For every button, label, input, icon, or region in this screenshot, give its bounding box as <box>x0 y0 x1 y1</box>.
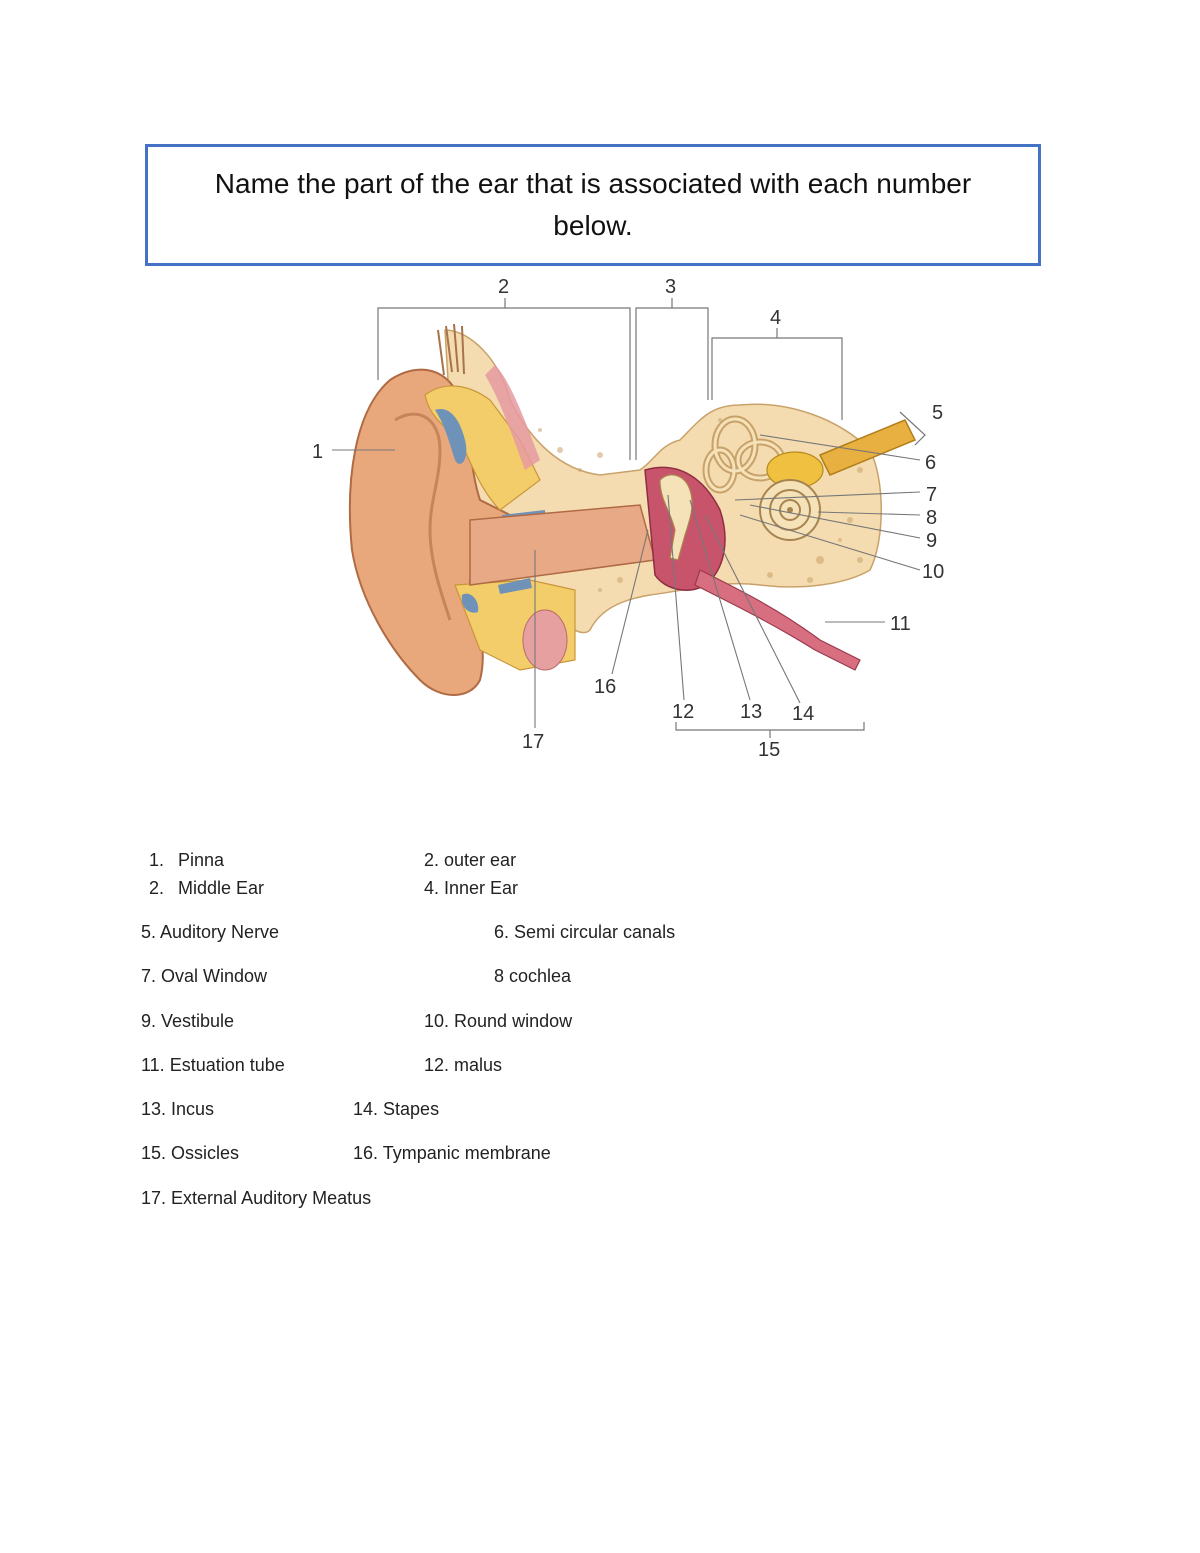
cochlea <box>760 480 820 540</box>
gland <box>523 610 567 670</box>
diagram-label-13: 13 <box>740 701 763 723</box>
answer-17: 17. External Auditory Meatus <box>141 1188 372 1208</box>
answer-15: 15. Ossicles <box>141 1143 240 1163</box>
answer-list-item: 1. Pinna <box>148 850 225 870</box>
diagram-label-5: 5 <box>932 402 944 424</box>
diagram-label-6: 6 <box>925 452 937 474</box>
diagram-label-10: 10 <box>922 561 945 583</box>
diagram-label-11: 11 <box>890 613 911 635</box>
answer-14: 14. Stapes <box>353 1099 440 1119</box>
answer-11: 11. Estuation tube <box>141 1055 285 1075</box>
diagram-label-15: 15 <box>758 739 781 761</box>
diagram-label-16: 16 <box>594 676 617 698</box>
answer-10: 10. Round window <box>424 1011 573 1031</box>
answer-13: 13. Incus <box>141 1099 215 1119</box>
answer-inner-ear: 4. Inner Ear <box>424 878 519 898</box>
diagram-label-9: 9 <box>926 530 938 552</box>
ear-anatomy-diagram <box>300 270 960 770</box>
answer-16: 16. Tympanic membrane <box>353 1143 551 1163</box>
answer-8: 8 cochlea <box>494 966 572 986</box>
answer-9: 9. Vestibule <box>141 1011 235 1031</box>
diagram-label-8: 8 <box>926 507 938 529</box>
diagram-label-4: 4 <box>770 307 782 329</box>
answer-12: 12. malus <box>424 1055 503 1075</box>
instruction-text: Name the part of the ear that is associated with each number below. <box>214 168 972 241</box>
diagram-label-17: 17 <box>522 731 545 753</box>
diagram-label-1: 1 <box>312 441 324 463</box>
answer-outer-ear: 2. outer ear <box>424 850 517 870</box>
diagram-label-2: 2 <box>498 276 510 298</box>
instruction-box <box>145 144 1041 266</box>
answer-6: 6. Semi circular canals <box>494 922 676 942</box>
diagram-label-12: 12 <box>672 701 695 723</box>
diagram-label-3: 3 <box>665 276 677 298</box>
answer-5: 5. Auditory Nerve <box>141 922 280 942</box>
answer-7: 7. Oval Window <box>141 966 268 986</box>
diagram-label-7: 7 <box>926 484 938 506</box>
answer-list-item: 2. Middle Ear <box>148 878 265 898</box>
diagram-label-14: 14 <box>792 703 815 725</box>
